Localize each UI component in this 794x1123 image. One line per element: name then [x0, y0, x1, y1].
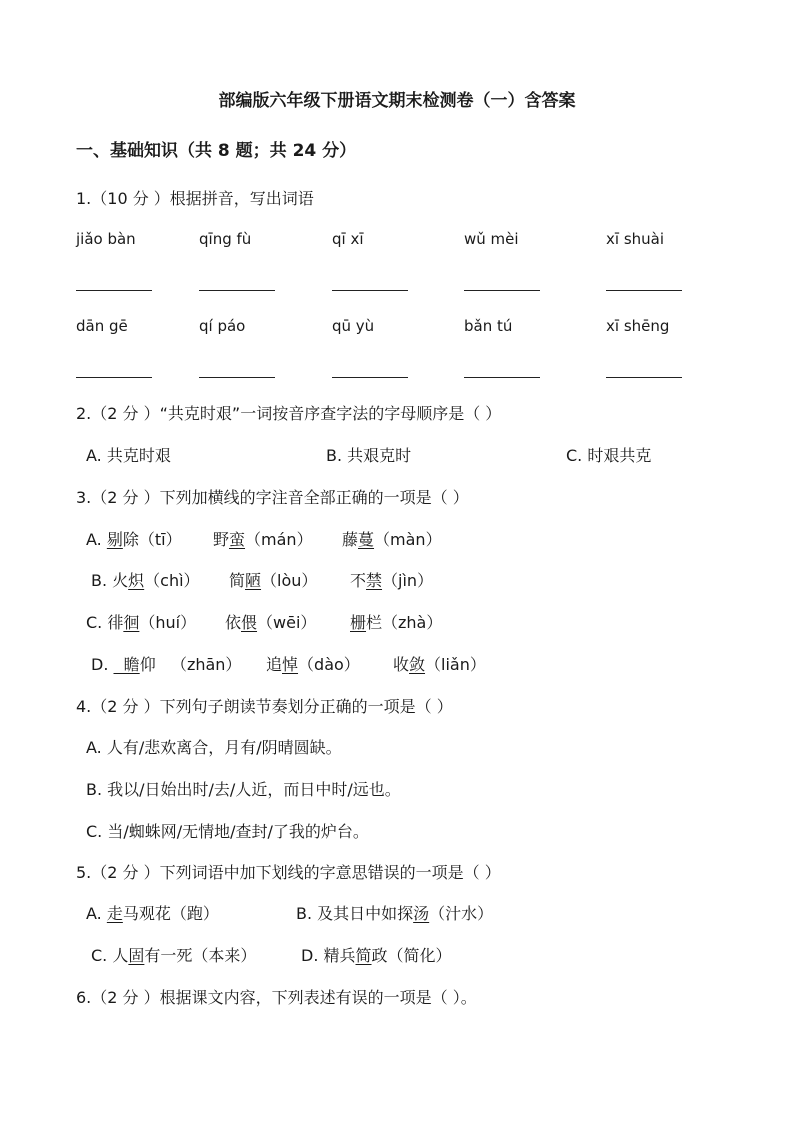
pinyin-cell: jiǎo bàn — [76, 230, 136, 248]
option-c-word-1[interactable]: C. 徘徊（huí） — [86, 613, 197, 632]
option-c-word-3: 栅栏（zhà） — [350, 613, 443, 632]
question-5-stem: 5.（2 分 ）下列词语中加下划线的字意思错误的一项是（ ） — [76, 863, 501, 882]
question-6-stem: 6.（2 分 ）根据课文内容，下列表述有误的一项是（ ）。 — [76, 988, 477, 1007]
pinyin-cell: xī shuài — [606, 230, 665, 248]
section-heading: 一、基础知识（共 8 题；共 24 分） — [76, 141, 357, 161]
answer-blank[interactable] — [606, 377, 682, 378]
option-d[interactable]: D. 精兵简政（简化） — [301, 946, 452, 965]
question-1-stem: 1.（10 分 ）根据拼音，写出词语 — [76, 189, 314, 208]
answer-blank[interactable] — [199, 290, 275, 291]
option-d-word-3: 收敛（liǎn） — [393, 655, 486, 674]
pinyin-cell: wǔ mèi — [464, 230, 519, 248]
option-b-word-2: 简陋（lòu） — [229, 571, 318, 590]
pinyin-cell: qí páo — [199, 317, 246, 335]
pinyin-cell: qī xī — [332, 230, 364, 248]
answer-blank[interactable] — [199, 377, 275, 378]
question-3-stem: 3.（2 分 ）下列加横线的字注音全部正确的一项是（ ） — [76, 488, 469, 507]
question-2-stem: 2.（2 分 ）“共克时艰”一词按音序查字法的字母顺序是（ ） — [76, 404, 502, 423]
option-c-word-2: 依偎（wēi） — [225, 613, 317, 632]
pinyin-cell: qīng fù — [199, 230, 252, 248]
option-a[interactable]: A. 共克时艰 — [86, 446, 171, 465]
question-4-stem: 4.（2 分 ）下列句子朗读节奏划分正确的一项是（ ） — [76, 697, 453, 716]
pinyin-cell: dān gē — [76, 317, 128, 335]
answer-blank[interactable] — [464, 377, 540, 378]
option-b-word-1[interactable]: B. 火炽（chì） — [91, 571, 200, 590]
option-d-word-2: 追悼（dào） — [266, 655, 360, 674]
pinyin-cell: bǎn tú — [464, 317, 513, 335]
option-c[interactable]: C. 当/蜘蛛网/无情地/查封/了我的炉台。 — [86, 822, 369, 841]
option-c[interactable]: C. 人固有一死（本来） — [91, 946, 257, 965]
answer-blank[interactable] — [76, 290, 152, 291]
option-c[interactable]: C. 时艰共克 — [566, 446, 652, 465]
answer-blank[interactable] — [464, 290, 540, 291]
answer-blank[interactable] — [332, 377, 408, 378]
option-b-word-3: 不禁（jìn） — [350, 571, 434, 590]
answer-blank[interactable] — [332, 290, 408, 291]
answer-blank[interactable] — [606, 290, 682, 291]
option-a[interactable]: A. 人有/悲欢离合，月有/阴晴圆缺。 — [86, 738, 342, 757]
option-a[interactable]: A. 走马观花（跑） — [86, 904, 219, 923]
page-title: 部编版六年级下册语文期末检测卷（一）含答案 — [218, 91, 576, 111]
option-b[interactable]: B. 我以/日始出时/去/人近，而日中时/远也。 — [86, 780, 401, 799]
option-a-word-2: 野蛮（mán） — [213, 530, 313, 549]
pinyin-cell: xī shēng — [606, 317, 670, 335]
option-a-word-1[interactable]: A. 剔除（tī） — [86, 530, 182, 549]
option-b[interactable]: B. 及其日中如探汤（汁水） — [296, 904, 494, 923]
option-b[interactable]: B. 共艰克时 — [326, 446, 412, 465]
answer-blank[interactable] — [76, 377, 152, 378]
pinyin-cell: qū yù — [332, 317, 375, 335]
option-d-word-1[interactable]: D. 瞻仰 （zhān） — [91, 655, 242, 674]
option-a-word-3: 藤蔓（màn） — [342, 530, 442, 549]
